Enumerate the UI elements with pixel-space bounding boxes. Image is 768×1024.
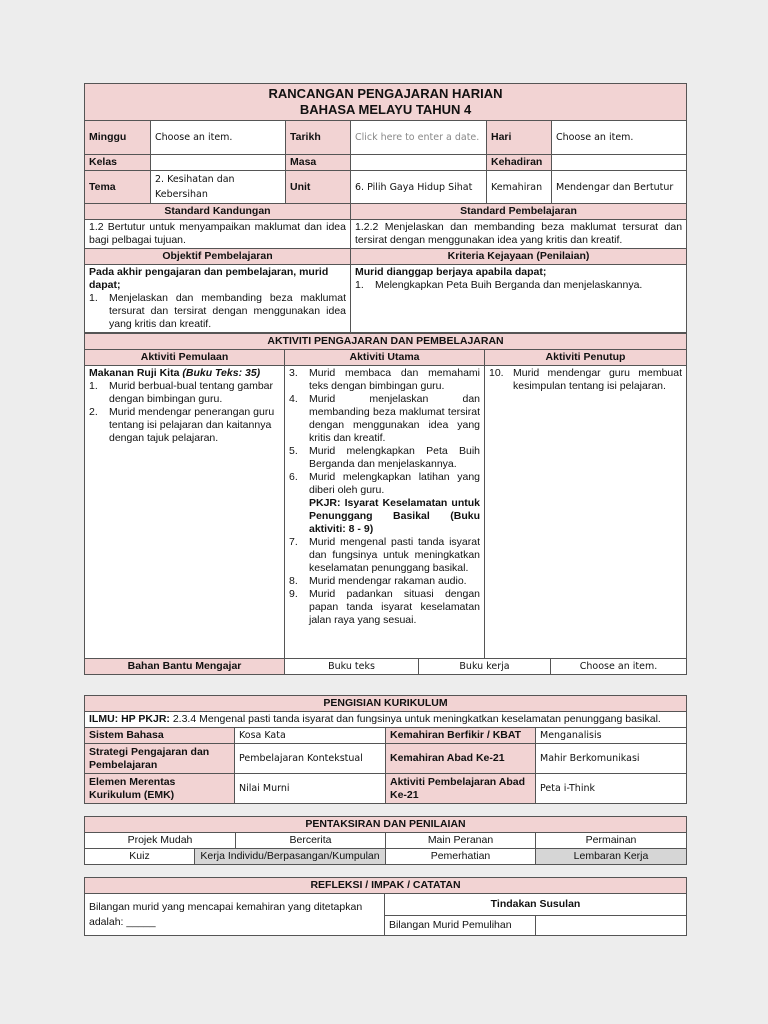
pemulaan-number-2: 2.	[89, 406, 98, 418]
utama-text-4: Murid menjelaskan dan membanding beza maklumat tersirat dengan menggunakan idea yang kritis dan kreatif.	[309, 393, 480, 444]
pemulaan-number-1: 1.	[89, 380, 98, 392]
kriteria-intro: Murid dianggap berjaya apabila dapat;	[355, 266, 547, 278]
strategi-label: Strategi Pengajaran dan Pembelajaran	[85, 744, 235, 774]
kemahiran-abad-label: Kemahiran Abad Ke-21	[386, 744, 536, 774]
aktiviti-penutup-heading: Aktiviti Penutup	[485, 350, 687, 366]
objektif-heading: Objektif Pembelajaran	[85, 249, 351, 265]
refleksi-table	[84, 877, 687, 936]
ilmu-hp: : HP	[114, 713, 139, 725]
kemahiran-abad-dropdown[interactable]: Mahir Berkomunikasi	[536, 744, 687, 774]
tarikh-label: Tarikh	[286, 121, 351, 155]
tindakan-susulan-label: Tindakan Susulan	[385, 894, 687, 916]
tema-label: Tema	[85, 171, 151, 204]
makanan-ruji-heading	[89, 367, 280, 380]
kriteria-cell	[351, 265, 687, 333]
standard-kandungan-text: 1.2 Bertutur untuk menyampaikan maklumat dan idea bagi pelbagai tujuan.	[85, 220, 351, 249]
utama-text-8: Murid mendengar rakaman audio.	[309, 575, 467, 587]
bbm-dropdown-1[interactable]: Buku teks	[285, 659, 419, 675]
ilmu-row	[85, 712, 687, 728]
bbm-label: Bahan Bantu Mengajar	[85, 659, 285, 675]
kemahiran-dropdown[interactable]: Mendengar dan Bertutur	[552, 171, 687, 204]
penutup-text-10: Murid mendengar guru membuat kesimpulan tentang isi pelajaran.	[513, 367, 683, 392]
utama-text-7: Murid mengenal pasti tanda isyarat dan fungsinya untuk meningkatkan keselamatan penunggang basikal.	[309, 536, 480, 574]
pemerhatian-option[interactable]: Pemerhatian	[386, 849, 536, 865]
aktiviti-utama-heading: Aktiviti Utama	[285, 350, 485, 366]
ilmu-label: ILMU	[89, 713, 115, 725]
kriteria-number: 1.	[355, 279, 364, 291]
pentaksiran-title: PENTAKSIRAN DAN PENILAIAN	[85, 817, 687, 833]
pemulaan-item-1	[89, 380, 280, 406]
aktiviti-abad-dropdown[interactable]: Peta i-Think	[536, 774, 687, 804]
pemulaan-text-2: Murid mendengar penerangan guru tentang isi pelajaran dan kaitannya dengan tajuk pelajaran.	[109, 406, 275, 444]
buku-teks-reference: (Buku Teks: 35)	[182, 367, 261, 379]
utama-number-5: 5.	[289, 445, 298, 457]
utama-item-6	[289, 471, 480, 497]
hari-label: Hari	[487, 121, 552, 155]
sistem-bahasa-label: Sistem Bahasa	[85, 728, 235, 744]
standard-pembelajaran-text: 1.2.2 Menjelaskan dan membanding beza maklumat tersurat dan tersirat dengan menggunakan idea yang kritis dan kreatif.	[351, 220, 687, 249]
kerja-individu-option[interactable]: Kerja Individu/Berpasangan/Kumpulan	[195, 849, 386, 865]
refleksi-text[interactable]: Bilangan murid yang mencapai kemahiran yang ditetapkan adalah: _____	[85, 894, 385, 936]
utama-number-8: 8.	[289, 575, 298, 587]
utama-text-9: Murid padankan situasi dengan papan tanda isyarat keselamatan jalan raya yang sesuai.	[309, 588, 480, 626]
kurikulum-table	[84, 695, 687, 804]
murid-pemulihan-field[interactable]	[536, 916, 687, 936]
utama-item-4	[289, 393, 480, 445]
utama-item-9	[289, 588, 480, 627]
kemahiran-berfikir-label: Kemahiran Berfikir / KBAT	[386, 728, 536, 744]
utama-item-5	[289, 445, 480, 471]
utama-item-3	[289, 367, 480, 393]
makanan-ruji-title: Makanan Ruji Kita	[89, 367, 183, 379]
strategi-dropdown[interactable]: Pembelajaran Kontekstual	[235, 744, 386, 774]
objektif-cell	[85, 265, 351, 333]
utama-cell	[285, 366, 485, 659]
pkjr-heading: PKJR: Isyarat Keselamatan untuk Penunggang Basikal (Buku aktiviti: 8 - 9)	[309, 497, 480, 535]
bbm-dropdown-3[interactable]: Choose an item.	[579, 661, 658, 672]
kriteria-item-text: Melengkapkan Peta Buih Berganda dan menjelaskannya.	[375, 279, 643, 291]
unit-label: Unit	[286, 171, 351, 204]
utama-text-6: Murid melengkapkan latihan yang diberi oleh guru.	[309, 471, 480, 496]
title-line-1: RANCANGAN PENGAJARAN HARIAN	[268, 86, 503, 101]
emk-label: Elemen Merentas Kurikulum (EMK)	[85, 774, 235, 804]
minggu-label: Minggu	[85, 121, 151, 155]
standard-kandungan-heading: Standard Kandungan	[85, 204, 351, 220]
utama-number-9: 9.	[289, 588, 298, 600]
utama-text-3: Murid membaca dan memahami teks dengan bimbingan guru.	[309, 367, 480, 392]
refleksi-title: REFLEKSI / IMPAK / CATATAN	[85, 878, 687, 894]
ilmu-text: 2.3.4 Mengenal pasti tanda isyarat dan fungsinya untuk meningkatkan keselamatan penunggang basikal.	[169, 713, 661, 725]
lembaran-kerja-option[interactable]: Lembaran Kerja	[536, 849, 687, 865]
pemulaan-cell	[85, 366, 285, 659]
kelas-field[interactable]	[151, 155, 286, 171]
kriteria-item	[355, 279, 682, 292]
objektif-item-text: Menjelaskan dan membanding beza maklumat tersurat dan tersirat dengan menggunakan idea yang kritis dan kreatif.	[109, 292, 346, 330]
kriteria-heading: Kriteria Kejayaan (Penilaian)	[351, 249, 687, 265]
activities-title: AKTIVITI PENGAJARAN DAN PEMBELAJARAN	[85, 334, 687, 350]
aktiviti-abad-label: Aktiviti Pembelajaran Abad Ke-21	[386, 774, 536, 804]
bercerita-option[interactable]: Bercerita	[236, 833, 386, 849]
kuiz-option[interactable]: Kuiz	[85, 849, 195, 865]
unit-dropdown[interactable]: 6. Pilih Gaya Hidup Sihat	[351, 171, 487, 204]
objektif-number: 1.	[89, 292, 98, 304]
pemulaan-item-2	[89, 406, 280, 445]
kehadiran-field[interactable]	[552, 155, 687, 171]
utama-number-7: 7.	[289, 536, 298, 548]
objektif-item	[89, 292, 346, 331]
utama-number-4: 4.	[289, 393, 298, 405]
masa-label: Masa	[286, 155, 351, 171]
hari-dropdown[interactable]: Choose an item.	[552, 121, 687, 155]
tema-dropdown[interactable]: 2. Kesihatan dan Kebersihan	[151, 171, 286, 204]
main-peranan-option[interactable]: Main Peranan	[386, 833, 536, 849]
utama-number-6: 6.	[289, 471, 298, 483]
activities-table	[84, 333, 687, 675]
kehadiran-label: Kehadiran	[487, 155, 552, 171]
aktiviti-pemulaan-heading: Aktiviti Pemulaan	[85, 350, 285, 366]
penutup-cell	[485, 366, 687, 659]
utama-text-5: Murid melengkapkan Peta Buih Berganda dan menjelaskannya.	[309, 445, 480, 470]
sistem-bahasa-dropdown[interactable]: Kosa Kata	[235, 728, 386, 744]
objektif-intro: Pada akhir pengajaran dan pembelajaran, murid dapat;	[89, 266, 329, 291]
utama-item-7	[289, 536, 480, 575]
pentaksiran-table	[84, 816, 687, 865]
document-title	[85, 84, 687, 121]
penutup-item-10	[489, 367, 682, 393]
pemulaan-text-1: Murid berbual-bual tentang gambar dengan bimbingan guru.	[109, 380, 274, 405]
lesson-plan-header-table	[84, 83, 687, 333]
murid-pemulihan-label: Bilangan Murid Pemulihan	[385, 916, 536, 936]
bbm-cell-2-3	[419, 659, 687, 675]
penutup-number-10: 10.	[489, 367, 504, 379]
kemahiran-label: Kemahiran	[487, 171, 552, 204]
kurikulum-title: PENGISIAN KURIKULUM	[85, 696, 687, 712]
ilmu-pkjr: PKJR:	[138, 713, 170, 725]
utama-number-3: 3.	[289, 367, 298, 379]
projek-mudah-option[interactable]: Projek Mudah	[85, 833, 236, 849]
kemahiran-berfikir-dropdown[interactable]: Menganalisis	[536, 728, 687, 744]
tarikh-date-picker[interactable]: Click here to enter a date.	[351, 121, 487, 155]
bbm-dropdown-2[interactable]: Buku kerja	[419, 659, 551, 674]
title-line-2: BAHASA MELAYU TAHUN 4	[299, 102, 472, 117]
permainan-option[interactable]: Permainan	[536, 833, 687, 849]
emk-dropdown[interactable]: Nilai Murni	[235, 774, 386, 804]
standard-pembelajaran-heading: Standard Pembelajaran	[351, 204, 687, 220]
minggu-dropdown[interactable]: Choose an item.	[151, 121, 286, 155]
masa-field[interactable]	[351, 155, 487, 171]
kelas-label: Kelas	[85, 155, 151, 171]
utama-item-8	[289, 575, 480, 588]
